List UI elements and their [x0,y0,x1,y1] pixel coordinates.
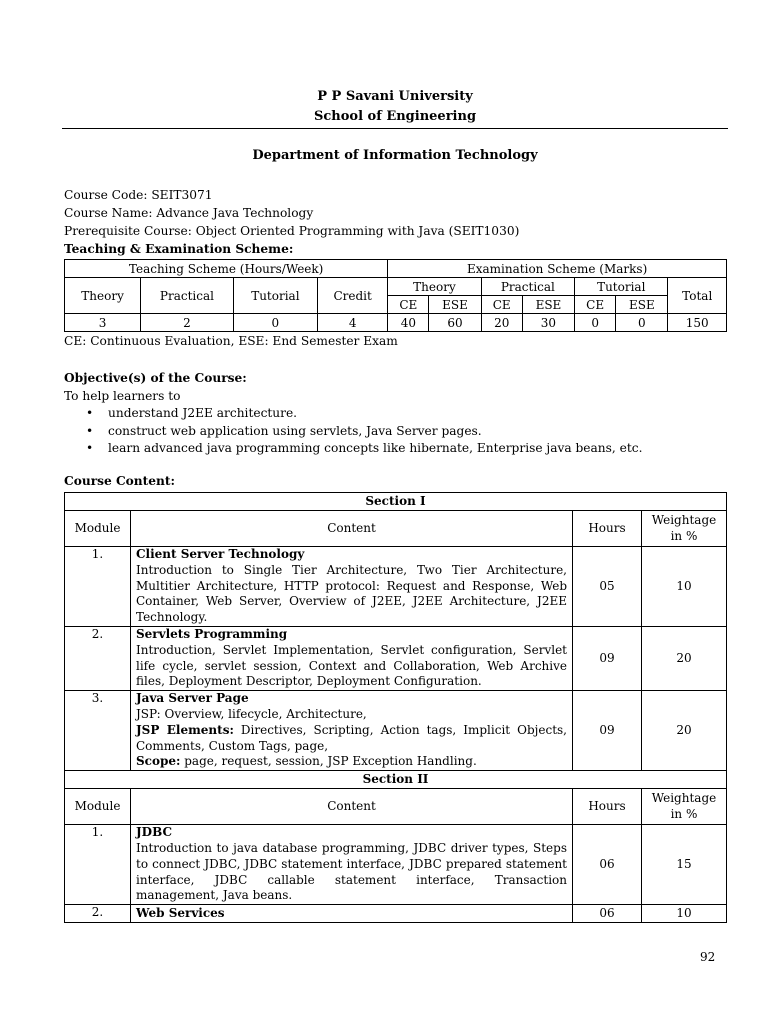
list-item: • construct web application using servlets, Java Server pages. [108,423,724,441]
table-header-row [65,789,727,825]
col-hours: Hours [573,789,642,825]
objectives-heading: Objective(s) of the Course: [64,371,247,385]
module-line [136,754,567,770]
col-ese: ESE [429,296,481,314]
value-cell: 150 [668,314,727,332]
department-title: Department of Information Technology [252,148,538,163]
col-theory-hours: Theory [65,278,141,314]
inline-label: Scope: [136,754,181,769]
module-weightage: 20 [642,626,727,690]
section-title: Section I [65,493,727,511]
inline-label: JSP Elements: [136,722,234,737]
col-ce: CE [481,296,522,314]
value-cell: 0 [233,314,317,332]
module-line [136,723,567,755]
col-credit: Credit [318,278,388,314]
col-module: Module [65,511,131,547]
table-row [65,626,727,690]
col-tutorial-hours: Tutorial [233,278,317,314]
col-ce: CE [575,296,616,314]
value-cell: 0 [616,314,668,332]
col-weightage: Weightage in % [642,789,727,825]
col-practical-marks: Practical [481,278,574,296]
module-number: 2. [65,626,131,690]
table-row [65,905,727,923]
module-content [131,825,573,905]
module-content [131,691,573,771]
module-body: Introduction to java database programming, JDBC driver types, Steps to connect JDBC, JDBC statement interface, JDBC prepared statement interface, JDBC callable statement interface, Transaction management, Java beans. [136,840,567,903]
ce-ese-note: CE: Continuous Evaluation, ESE: End Semester Exam [64,334,398,348]
value-cell: 2 [141,314,234,332]
table-header-row [65,511,727,547]
section-row [65,493,727,511]
course-info [64,186,724,258]
module-body: Introduction to Single Tier Architecture, Two Tier Architecture, Multitier Architecture, HTTP protocol: Request and Response, Web Container, Web Server, Overview of J2EE, J2EE Architecture, J2EE Technology. [136,562,567,625]
module-content [131,547,573,627]
col-weightage: Weightage in % [642,511,727,547]
objectives-list [64,405,724,458]
scheme-values-row [65,314,727,332]
module-hours: 09 [573,626,642,690]
col-practical-hours: Practical [141,278,234,314]
table-row [65,547,727,627]
col-theory-marks: Theory [388,278,481,296]
value-cell: 30 [522,314,574,332]
module-title: JDBC [136,825,172,840]
header-divider [62,128,728,129]
module-number: 2. [65,905,131,923]
module-hours: 06 [573,905,642,923]
course-code: Course Code: SEIT3071 [64,188,213,202]
list-item: • learn advanced java programming concepts like hibernate, Enterprise java beans, etc. [108,440,724,458]
school-name: School of Engineering [313,109,477,124]
section-title: Section II [65,771,727,789]
teaching-examination-table [64,259,727,332]
module-number: 3. [65,691,131,771]
objectives-section [64,370,724,458]
value-cell: 60 [429,314,481,332]
value-cell: 40 [388,314,429,332]
module-weightage: 10 [642,905,727,923]
module-weightage: 15 [642,825,727,905]
module-body: Introduction, Servlet Implementation, Servlet configuration, Servlet life cycle, servlet session, Context and Collaboration, Web Archive files, Deployment Descriptor, Deployment Configuration. [136,642,567,689]
value-cell: 3 [65,314,141,332]
scheme-heading: Teaching & Examination Scheme: [64,242,294,256]
module-title: Client Server Technology [136,547,305,561]
module-hours: 06 [573,825,642,905]
module-number: 1. [65,547,131,627]
module-hours: 05 [573,547,642,627]
col-tutorial-marks: Tutorial [575,278,668,296]
module-weightage: 20 [642,691,727,771]
university-name: P P Savani University [317,89,473,104]
exam-scheme-header: Examination Scheme (Marks) [388,260,727,278]
module-number: 1. [65,825,131,905]
col-ese: ESE [522,296,574,314]
inline-text: page, request, session, JSP Exception Handling. [180,754,477,769]
page-header [62,87,728,127]
col-hours: Hours [573,511,642,547]
module-title: Java Server Page [136,691,249,706]
col-content: Content [131,789,573,825]
col-content: Content [131,511,573,547]
objectives-intro: To help learners to [64,388,181,403]
section-row [65,771,727,789]
module-weightage: 10 [642,547,727,627]
inline-text: Directives, Scripting, Action tags, Implicit Objects, Comments, Custom Tags, page, [136,722,567,753]
value-cell: 0 [575,314,616,332]
table-row [65,691,727,771]
teaching-scheme-header: Teaching Scheme (Hours/Week) [65,260,388,278]
course-content-heading: Course Content: [64,474,176,488]
module-title: Web Services [131,905,573,923]
col-ce: CE [388,296,429,314]
col-module: Module [65,789,131,825]
value-cell: 4 [318,314,388,332]
prerequisite-course: Prerequisite Course: Object Oriented Programming with Java (SEIT1030) [64,224,520,238]
table-row [65,825,727,905]
course-content-table [64,492,727,923]
page-number: 92 [700,950,716,964]
list-item: • understand J2EE architecture. [108,405,724,423]
value-cell: 20 [481,314,522,332]
col-ese: ESE [616,296,668,314]
module-title: Servlets Programming [136,626,288,641]
module-hours: 09 [573,691,642,771]
module-line: JSP: Overview, lifecycle, Architecture, [136,706,367,721]
module-content [131,626,573,690]
col-total: Total [668,278,727,314]
course-name: Course Name: Advance Java Technology [64,206,314,220]
